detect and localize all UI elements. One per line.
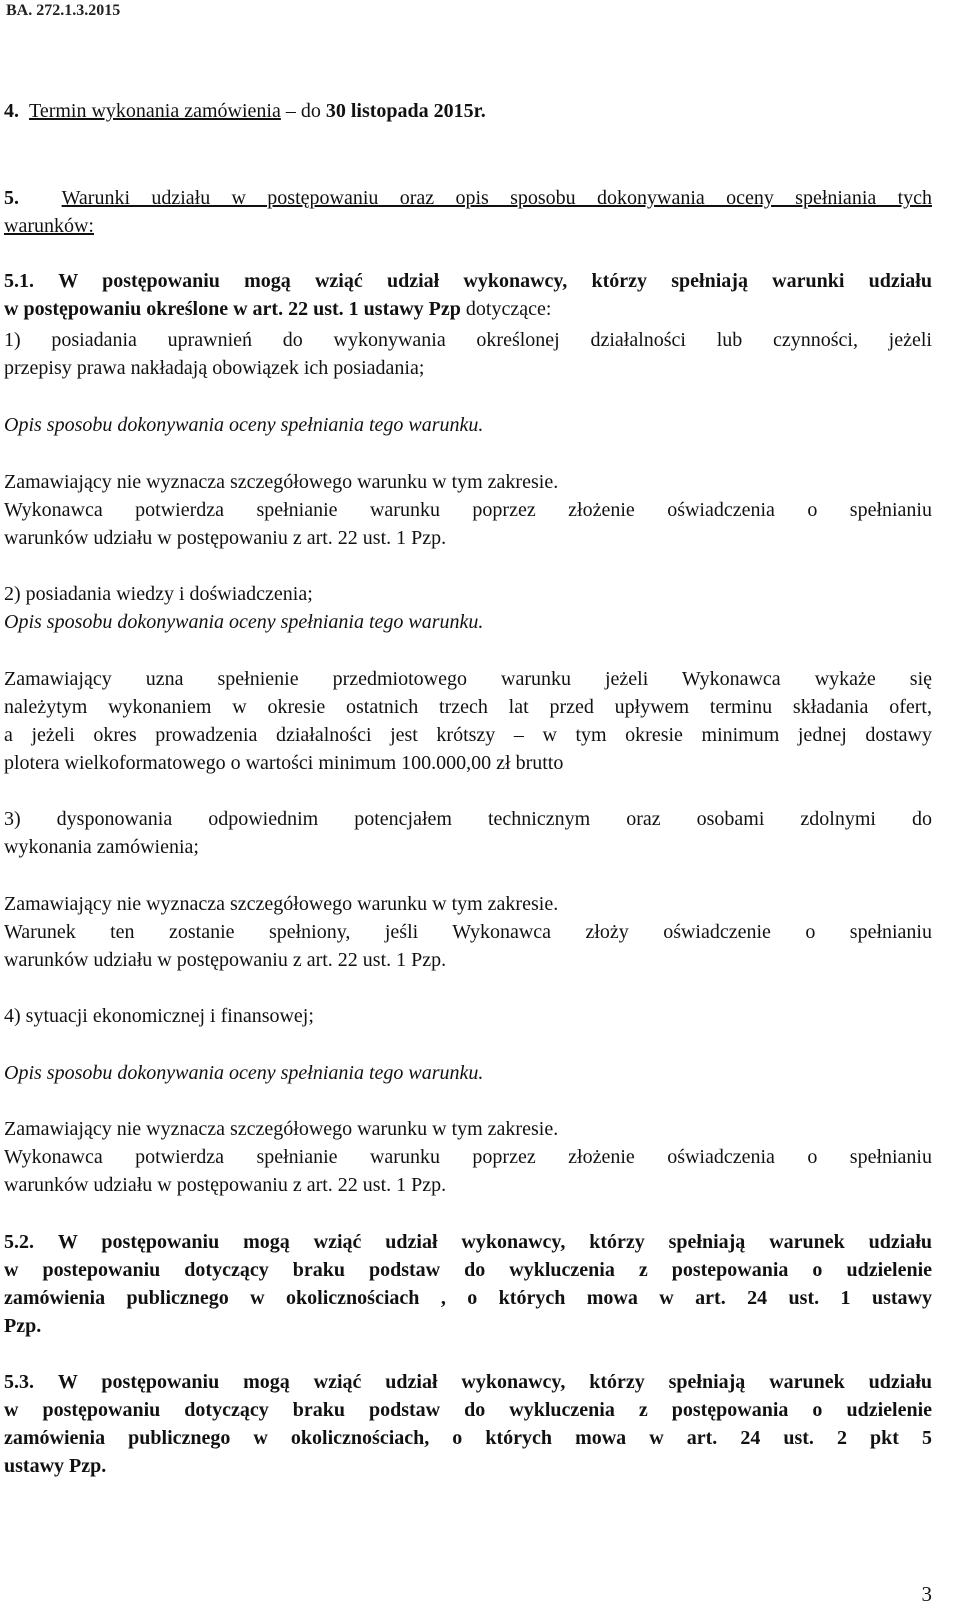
section-5-3-l2: w postępowaniu dotyczący braku podstaw do wykluczenia z postępowania o udzielenie [4,1399,932,1421]
condition-4-text-2: Wykonawca potwierdza spełnianie warunku poprzez złożenie oświadczenia o spełnianiu [4,1146,932,1168]
condition-4-text-3: warunków udziału w postępowaniu z art. 22 ust. 1 Pzp. [4,1174,447,1196]
section-5-2-l4: Pzp. [4,1315,42,1337]
condition-3-text-2: Warunek ten zostanie spełniony, jeśli Wykonawca złoży oświadczenie o spełnianiu [4,921,932,943]
section-5-2-l1: 5.2. W postępowaniu mogą wziąć udział wykonawcy, którzy spełniają warunek udziału [4,1231,933,1253]
condition-2-title: 2) posiadania wiedzy i doświadczenia; [4,583,313,605]
condition-2-assessment-heading: Opis sposobu dokonywania oceny spełniania tego warunku. [4,611,484,633]
condition-3-title: 3) dysponowania odpowiednim potencjałem technicznym oraz osobami zdolnymi do [4,808,932,830]
condition-3-text-1: Zamawiający nie wyznacza szczegółowego warunku w tym zakresie. [4,893,559,915]
section-4: 4. Termin wykonania zamówienia – do 30 listopada 2015r. [4,100,486,122]
section-5-2-l3: zamówienia publicznego w okolicznościach , o których mowa w art. 24 ust. 1 ustawy [4,1287,932,1309]
section-5-3-l3: zamówienia publicznego w okolicznościach, o których mowa w art. 24 ust. 2 pkt 5 [4,1427,932,1449]
condition-3-title-cont: wykonania zamówienia; [4,836,199,858]
document-reference: BA. 272.1.3.2015 [6,2,121,19]
condition-1-text-1: Zamawiający nie wyznacza szczegółowego warunku w tym zakresie. [4,471,559,493]
section-5-1-heading: 5.1. W postępowaniu mogą wziąć udział wykonawcy, którzy spełniają warunki udziału [4,270,932,292]
condition-4-title: 4) sytuacji ekonomicznej i finansowej; [4,1005,314,1027]
section-4-title: Termin wykonania zamówienia [29,100,281,122]
condition-2-text-3: a jeżeli okres prowadzenia działalności jest krótszy – w tym okresie minimum jednej dostawy [4,724,932,746]
page-number: 3 [921,1582,932,1606]
section-4-date: 30 listopada 2015r. [325,100,486,122]
condition-2-text-4: plotera wielkoformatowego o wartości minimum 100.000,00 zł brutto [4,752,564,774]
condition-1-assessment-heading: Opis sposobu dokonywania oceny spełniania tego warunku. [4,414,484,436]
condition-1-text-2: Wykonawca potwierdza spełnianie warunku poprzez złożenie oświadczenia o spełnianiu [4,499,932,521]
section-5-title: 5. Warunki udziału w postępowaniu oraz opis sposobu dokonywania oceny spełniania tych [4,187,933,209]
section-5-1-heading-cont: w postępowaniu określone w art. 22 ust. 1 ustawy Pzp dotyczące: [4,298,552,320]
condition-3-text-3: warunków udziału w postępowaniu z art. 22 ust. 1 Pzp. [4,949,447,971]
condition-1-title: 1) posiadania uprawnień do wykonywania określonej działalności lub czynności, jeżeli [4,329,932,351]
condition-2-text-1: Zamawiający uzna spełnienie przedmiotowego warunku jeżeli Wykonawca wykaże się [4,668,932,690]
condition-1-title-cont: przepisy prawa nakładają obowiązek ich posiadania; [4,357,425,379]
section-5-2-l2: w postepowaniu dotyczący braku podstaw do wykluczenia z postepowania o udzielenie [4,1259,932,1281]
condition-4-assessment-heading: Opis sposobu dokonywania oceny spełniania tego warunku. [4,1062,484,1084]
condition-1-text-3: warunków udziału w postępowaniu z art. 22 ust. 1 Pzp. [4,527,447,549]
condition-2-text-2: należytym wykonaniem w okresie ostatnich trzech lat przed upływem terminu składania ofert, [4,696,932,718]
section-5-3-l1: 5.3. W postępowaniu mogą wziąć udział wykonawcy, którzy spełniają warunek udziału [4,1371,933,1393]
section-5-title-cont: warunków: [4,215,94,237]
section-5-3-l4: ustawy Pzp. [4,1455,107,1477]
condition-4-text-1: Zamawiający nie wyznacza szczegółowego warunku w tym zakresie. [4,1118,559,1140]
